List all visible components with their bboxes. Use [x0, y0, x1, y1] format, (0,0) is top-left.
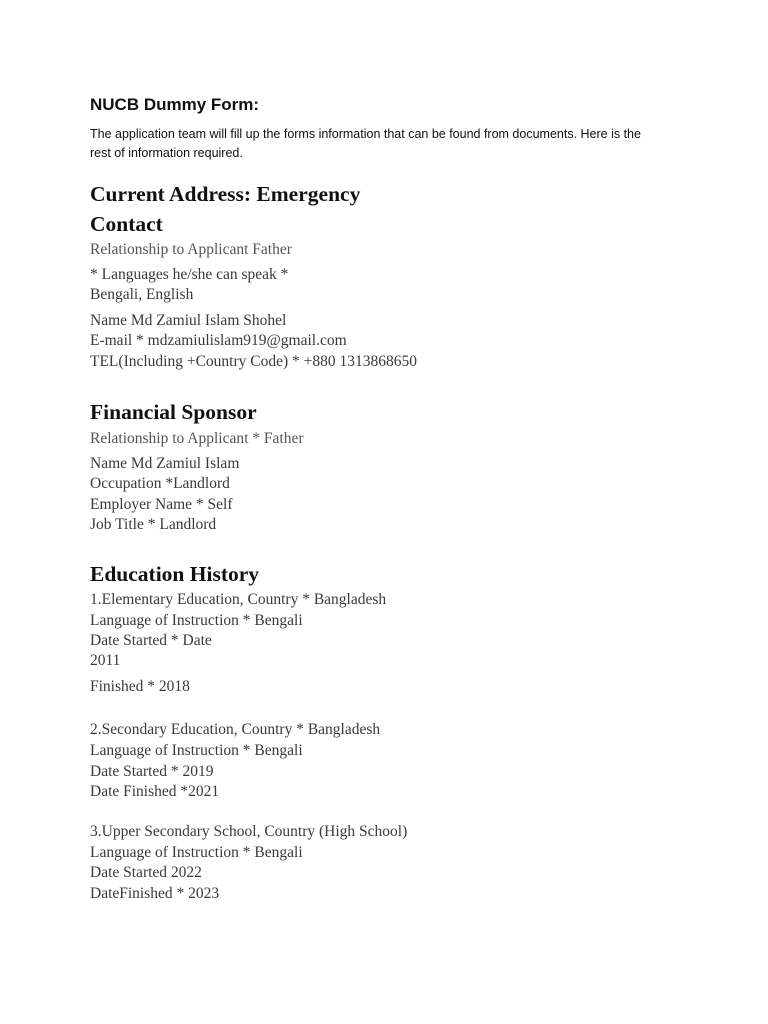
- upper-secondary-country: 3.Upper Secondary School, Country (High School): [90, 823, 408, 840]
- upper-secondary-language: Language of Instruction * Bengali: [90, 844, 303, 861]
- sponsor-name: Name Md Zamiul Islam: [90, 455, 240, 472]
- form-intro: [90, 125, 690, 163]
- elementary-language: Language of Instruction * Bengali: [90, 612, 303, 629]
- emergency-name: Name Md Zamiul Islam Shohel: [90, 312, 287, 329]
- current-address-heading: Current Address: Emergency: [90, 182, 361, 206]
- secondary-language: Language of Instruction * Bengali: [90, 742, 303, 759]
- sponsor-employer: Employer Name * Self: [90, 496, 233, 513]
- upper-secondary-date-started: Date Started 2022: [90, 864, 202, 881]
- emergency-languages-value: Bengali, English: [90, 286, 194, 303]
- emergency-email: E-mail * mdzamiulislam919@gmail.com: [90, 332, 347, 349]
- upper-secondary-date-finished: DateFinished * 2023: [90, 885, 220, 902]
- secondary-country: 2.Secondary Education, Country * Bangladesh: [90, 721, 381, 738]
- financial-sponsor-heading: Financial Sponsor: [90, 400, 257, 424]
- current-address-heading-cont: Contact: [90, 212, 163, 236]
- elementary-country: 1.Elementary Education, Country * Bangladesh: [90, 591, 387, 608]
- emergency-relationship: Relationship to Applicant Father: [90, 241, 292, 258]
- education-history-heading: Education History: [90, 562, 260, 586]
- sponsor-relationship: Relationship to Applicant * Father: [90, 430, 304, 447]
- emergency-tel: TEL(Including +Country Code) * +880 1313868650: [90, 353, 418, 370]
- secondary-date-finished: Date Finished *2021: [90, 783, 220, 800]
- elementary-date-started-label: Date Started * Date: [90, 632, 212, 649]
- intro-line: The application team will fill up the forms information that can be found from documents. Here is the: [90, 127, 641, 141]
- sponsor-job-title: Job Title * Landlord: [90, 516, 217, 533]
- intro-line: rest of information required.: [90, 146, 243, 160]
- elementary-finished: Finished * 2018: [90, 678, 190, 695]
- sponsor-occupation: Occupation *Landlord: [90, 475, 230, 492]
- secondary-date-started: Date Started * 2019: [90, 763, 214, 780]
- form-title: NUCB Dummy Form:: [90, 95, 260, 114]
- elementary-date-started-value: 2011: [90, 652, 121, 669]
- emergency-languages-label: * Languages he/she can speak *: [90, 266, 289, 283]
